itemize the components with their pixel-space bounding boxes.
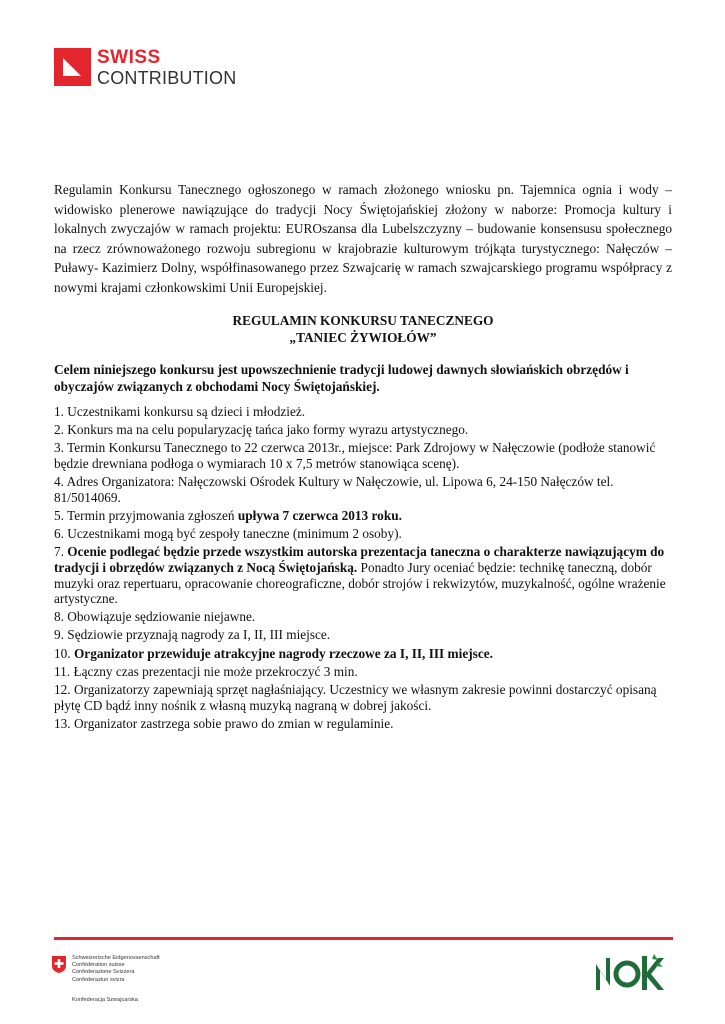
document-title: [54, 312, 672, 346]
ch-name-french: Confédération suisse: [72, 962, 125, 969]
rule-10: [54, 646, 679, 662]
intro-paragraph: Regulamin Konkursu Tanecznego ogłoszonego w ramach złożonego wniosku pn. Tajemnica ognia i wody – widowisko plenerowe nawiązujące do tradycji Nocy Świętojańskiej złożony w naborze: Promocja kultury i lokalnych zwyczajów w ramach projektu: EUROszansa dla Lubelszczyzny – budowanie konsensusu społecznego na rzecz zrównoważonego rozwoju subregionu w krajobrazie kulturowym trójkąta turystycznego: Nałęczów – Puławy- Kazimierz Dolny, współfinasowanego przez Szwajcarię w ramach szwajcarskiego programu współpracy z nowymi krajami członkowskimi Unii Europejskiej.: [54, 182, 672, 295]
rule-1: 1. Uczestnikami konkursu są dzieci i młodzież.: [54, 404, 306, 419]
rule-7: [54, 544, 679, 606]
rule-5-text: 5. Termin przyjmowania zgłoszeń: [54, 507, 238, 523]
rule-10-bold: Organizator przewiduje atrakcyjne nagrody rzeczowe za I, II, III miejsce.: [73, 645, 493, 661]
rule-13: 13. Organizator zastrzega sobie prawo do zmian w regulaminie.: [54, 715, 394, 731]
logo-line-contribution: CONTRIBUTION: [97, 68, 237, 88]
swiss-contribution-logo-mark: [54, 48, 91, 86]
swiss-contribution-logo: [97, 48, 236, 88]
rule-5: [54, 508, 679, 524]
rule-7-bold: Ocenie podlegać będzie przede wszystkim autorska prezentacja taneczna o charakterze nawiązującym do tradycji i obrzędów związanych z Nocą Świętojańską.: [54, 544, 665, 575]
rule-11: 11. Łączny czas prezentacji nie może przekroczyć 3 min.: [54, 663, 358, 679]
ch-name-italian: Confederazione Svizzera: [72, 969, 135, 976]
rule-10-number: 10.: [54, 645, 74, 661]
rule-3: 3. Termin Konkursu Tanecznego to 22 czerwca 2013r., miejsce: Park Zdrojowy w Nałęczowie (podłoże stanowić będzie drewniana podłoga o wymiarach 10 x 7,5 metrów stanowiąca scenę).: [54, 440, 656, 471]
nok-logo-icon: [592, 950, 666, 994]
rule-6: 6. Uczestnikami mogą być zespoły taneczne (minimum 2 osoby).: [54, 526, 402, 542]
footer-divider: [54, 937, 673, 940]
rule-2: 2. Konkurs ma na celu popularyzację tańca jako formy wyrazu artystycznego.: [54, 422, 469, 438]
swiss-coat-of-arms-icon: [52, 956, 66, 973]
ch-name-romansh: Confederaziun svizra: [72, 976, 125, 983]
ch-name-german: Schweizerische Eidgenossenschaft: [72, 955, 160, 961]
swiss-confederation-names: [72, 955, 160, 984]
logo-triangle-icon: [54, 48, 91, 86]
rule-12: 12. Organizatorzy zapewniają sprzęt nagłaśniający. Uczestnicy we własnym zakresie powinni dostarczyć opisaną płytę CD bądź inny nośnik z własną muzyką nagraną w dobrej jakości.: [54, 682, 657, 713]
purpose-statement: Celem niniejszego konkursu jest upowszechnienie tradycji ludowej dawnych słowiańskich obrzędów i obyczajów związanych z obchodami Nocy Świętojańskiej.: [54, 362, 629, 394]
rule-7-text: Ponadto Jury oceniać będzie: technikę taneczną, dobór muzyki oraz repertuaru, opracowanie choreograficzne, dobór strojów i rekwizytów, muzykalność, ogólne wrażenie artystyczne.: [54, 559, 666, 607]
rule-8: 8. Obowiązuje sędziowanie niejawne.: [54, 609, 256, 625]
title-line-1: REGULAMIN KONKURSU TANECZNEGO: [232, 313, 494, 328]
rule-5-deadline: upływa 7 czerwca 2013 roku.: [237, 507, 402, 523]
rule-7-number: 7.: [54, 544, 68, 560]
rule-4: 4. Adres Organizatora: Nałęczowski Ośrodek Kultury w Nałęczowie, ul. Lipowa 6, 24-150 Nałęczów tel. 81/5014069.: [54, 474, 614, 505]
logo-line-swiss: SWISS: [97, 47, 161, 68]
rules-list: [54, 404, 679, 734]
rule-9: 9. Sędziowie przyznają nagrody za I, II, III miejsce.: [54, 627, 331, 643]
ch-name-polish: Konfederacja Szwajcarska: [72, 997, 138, 1003]
title-line-2: „TANIEC ŻYWIOŁÓW”: [289, 330, 437, 345]
